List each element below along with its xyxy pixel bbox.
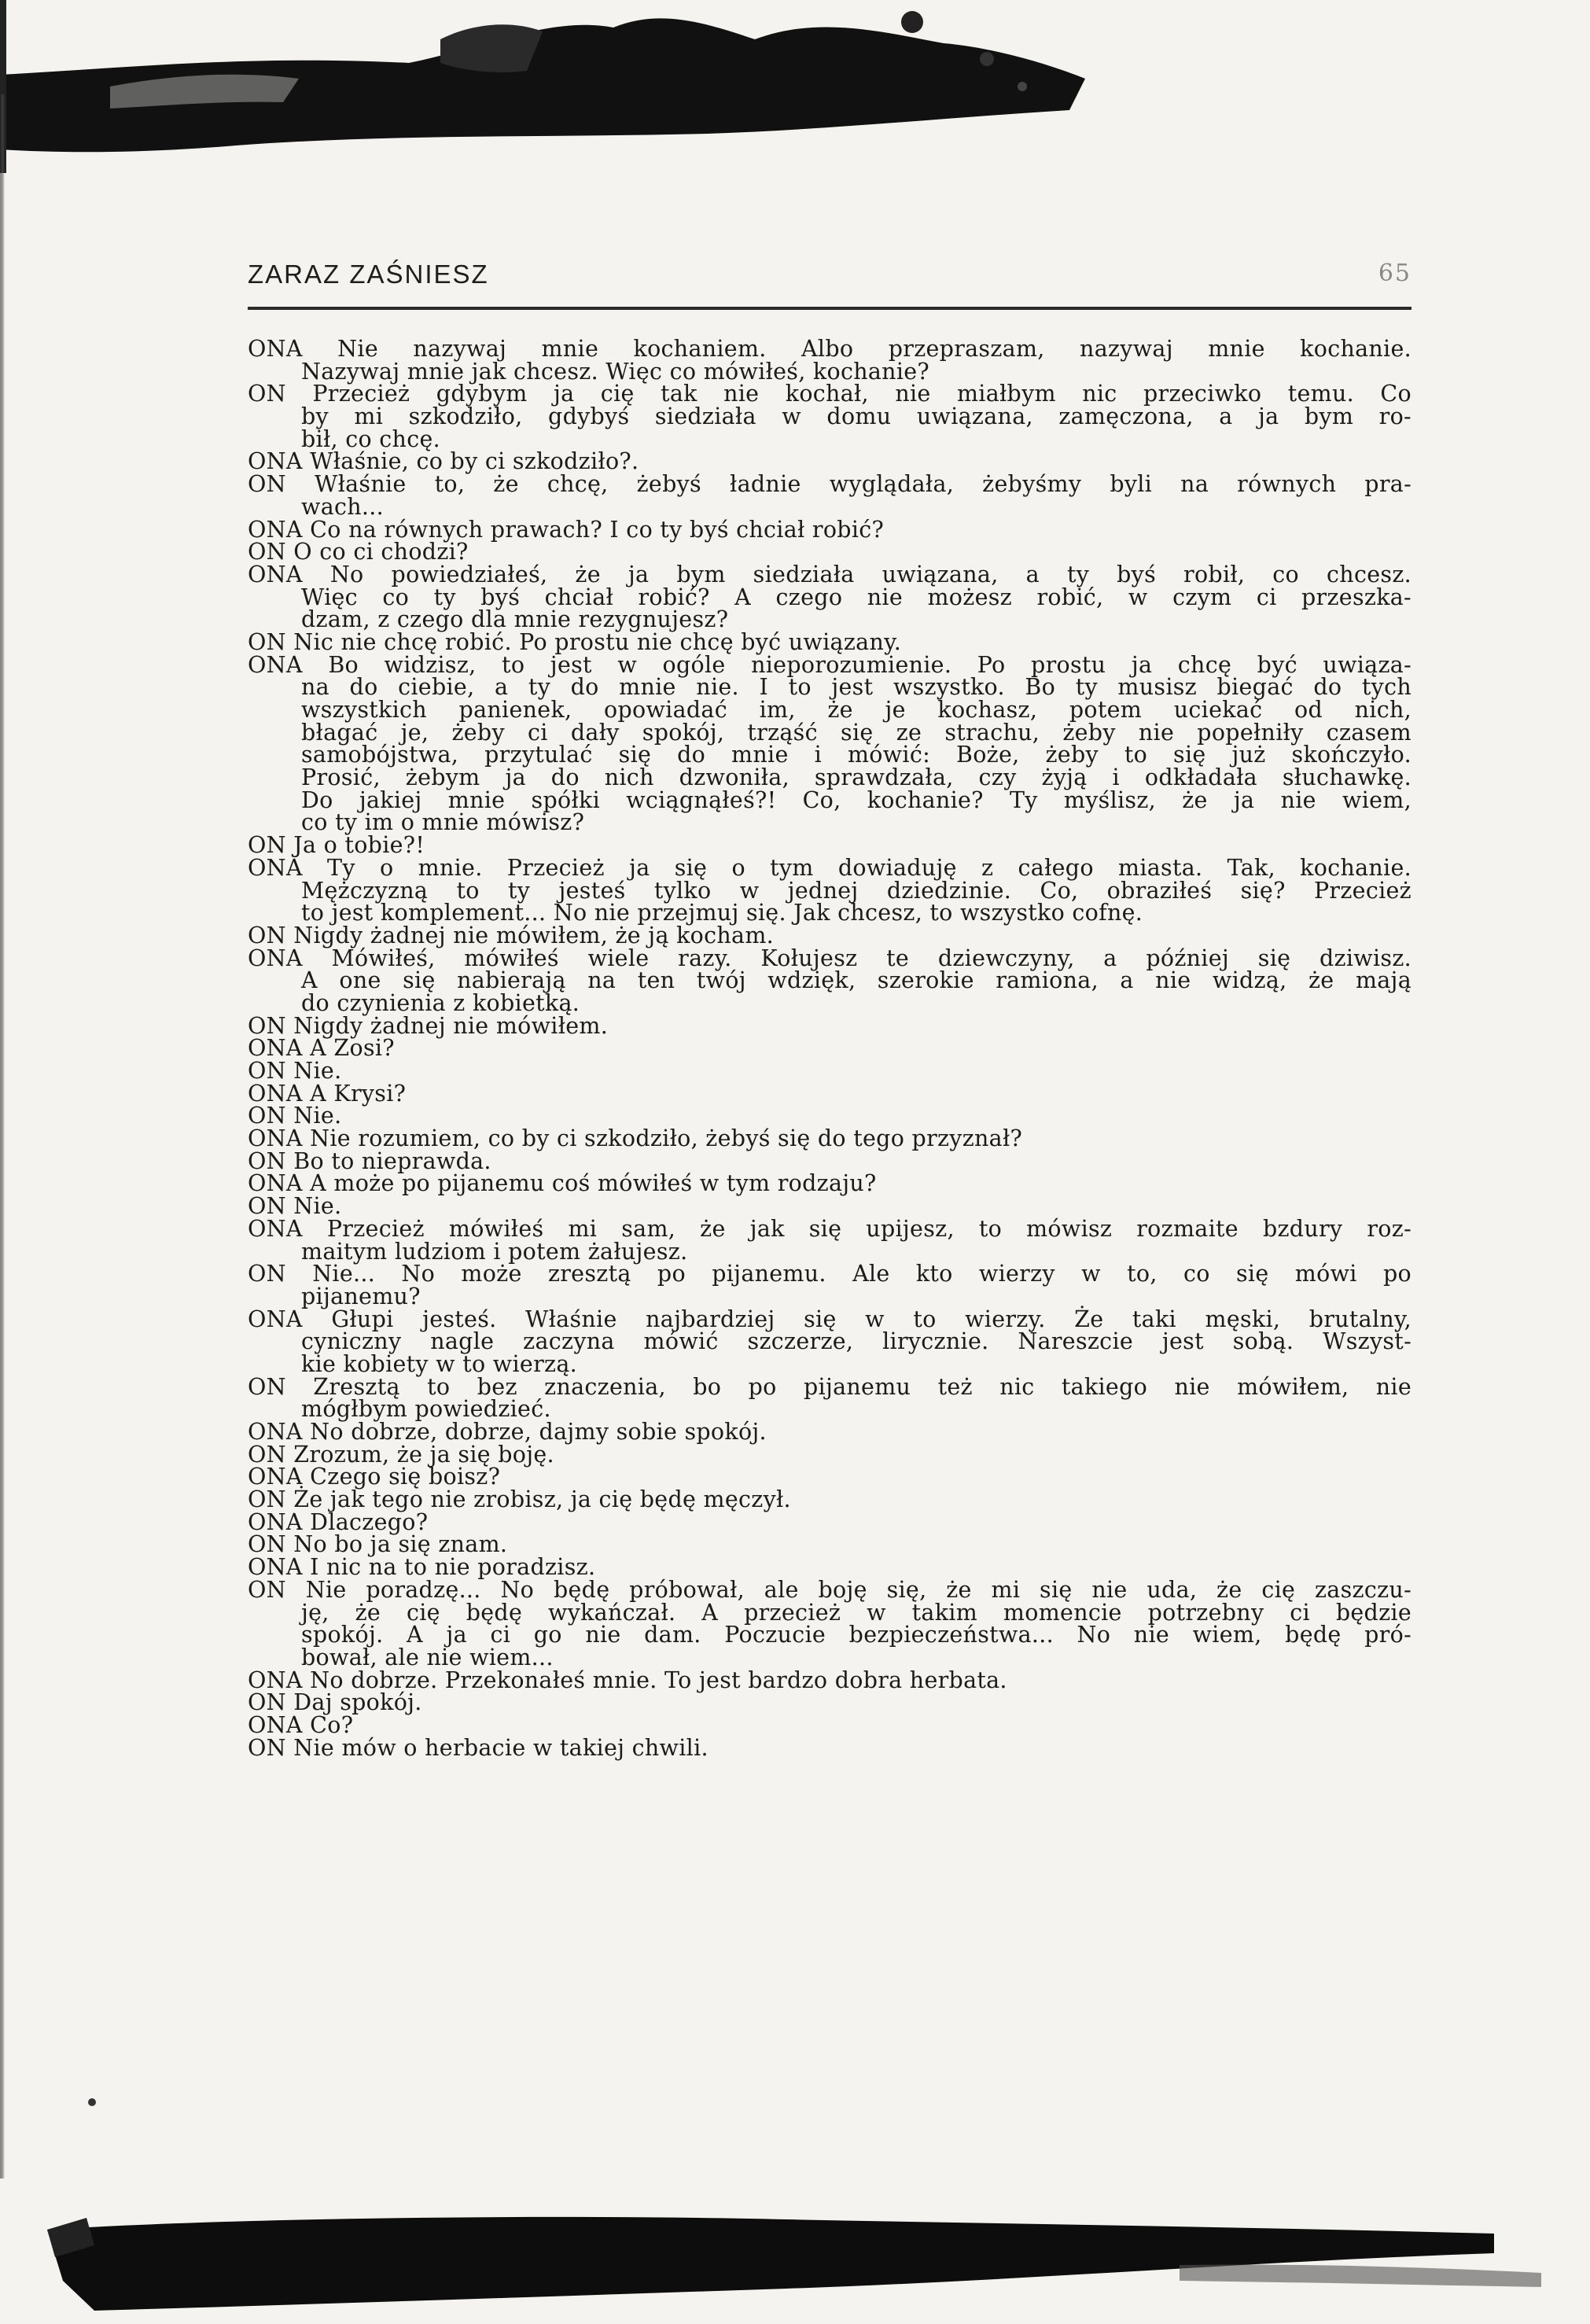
scan-artifact-top xyxy=(0,0,1590,173)
text-line: ON Nie. xyxy=(248,1058,342,1084)
text-line: ON Właśnie to, że chcę, żebyś ładnie wyglądała, żebyśmy byli na równych pra- xyxy=(248,471,1411,498)
text-line: bił, co chcę. xyxy=(301,425,441,452)
text-line: Do jakiej mnie spółki wciągnąłeś?! Co, kochanie? Ty myślisz, że ja nie wiem, xyxy=(301,786,1411,813)
text-line: ONA No dobrze. Przekonałeś mnie. To jest bardzo dobra herbata. xyxy=(248,1667,1007,1693)
text-line: ON Bo to nieprawda. xyxy=(248,1147,491,1174)
text-line: by mi szkodziło, gdybyś siedziała w domu uwiązana, zamęczona, a ja bym ro- xyxy=(301,403,1411,430)
text-line: ON Zrozum, że ja się boję. xyxy=(248,1441,554,1468)
text-line: ON Przecież gdybym ja cię tak nie kochał, nie miałbym nic przeciwko temu. Co xyxy=(248,381,1411,407)
text-line: ONA Dlaczego? xyxy=(248,1508,429,1535)
scan-speck xyxy=(88,2098,96,2106)
text-line: spokój. A ja ci go nie dam. Poczucie bezpieczeństwa... No nie wiem, będę pró- xyxy=(301,1622,1411,1648)
text-line: ON Daj spokój. xyxy=(248,1689,422,1716)
text-line: na do ciebie, a ty do mnie nie. I to jest wszystko. Bo ty musisz biegać do tych xyxy=(301,674,1411,701)
text-line: ON Nigdy żadnej nie mówiłem. xyxy=(248,1012,609,1039)
text-line: ONA Nie rozumiem, co by ci szkodziło, żebyś się do tego przyznał? xyxy=(248,1125,1023,1152)
dialogue-text xyxy=(248,338,1411,1759)
text-line: to jest komplement... No nie przejmuj się. Jak chcesz, to wszystko cofnę. xyxy=(301,900,1143,926)
running-title: ZARAZ ZAŚNIESZ xyxy=(248,260,489,289)
text-line: do czynienia z kobietką. xyxy=(301,989,580,1016)
scan-edge-left xyxy=(0,94,5,2179)
text-line: Więc co ty byś chciał robić? A czego nie możesz robić, w czym ci przeszka- xyxy=(301,584,1411,610)
text-line: dzam, z czego dla mnie rezygnujesz? xyxy=(301,606,729,633)
page-header xyxy=(248,260,1411,299)
text-line: ONA Co na równych prawach? I co ty byś chciał robić? xyxy=(248,516,885,543)
text-line: bował, ale nie wiem... xyxy=(301,1644,554,1670)
text-line: ONA A Zosi? xyxy=(248,1035,395,1062)
text-line: ON Nic nie chcę robić. Po prostu nie chcę być uwiązany. xyxy=(248,628,902,655)
text-line: ONA Przecież mówiłeś mi sam, że jak się upijesz, to mówisz rozmaite bzdury roz- xyxy=(248,1215,1411,1242)
text-line: ONA Ty o mnie. Przecież ja się o tym dowiaduję z całego miasta. Tak, kochanie. xyxy=(248,854,1411,881)
text-line: ON Ja o tobie?! xyxy=(248,832,425,859)
text-line: Mężczyzną to ty jesteś tylko w jednej dziedzinie. Co, obraziłeś się? Przecież xyxy=(301,877,1411,904)
text-line: kie kobiety w to wierzą. xyxy=(301,1350,577,1377)
text-line: ON No bo ja się znam. xyxy=(248,1531,508,1558)
text-line: cyniczny nagle zaczyna mówić szczerze, lirycznie. Nareszcie jest sobą. Wszyst- xyxy=(301,1328,1411,1355)
text-line: ONA Mówiłeś, mówiłeś wiele razy. Kołujesz te dziewczyny, a później się dziwisz. xyxy=(248,945,1411,971)
text-line: maitym ludziom i potem żałujesz. xyxy=(301,1238,688,1265)
text-line: Prosić, żebym ja do nich dzwoniła, sprawdzała, czy żyją i odkładała słuchawkę. xyxy=(301,764,1411,791)
text-line: ON Nie mów o herbacie w takiej chwili. xyxy=(248,1734,709,1761)
text-line: wszystkich panienek, opowiadać im, że je kochasz, potem uciekać od nich, xyxy=(301,697,1411,723)
text-line: ON Nie. xyxy=(248,1193,342,1220)
scan-artifact-bottom xyxy=(0,2171,1590,2324)
text-line: samobójstwa, przytulać się do mnie i mówić: Boże, żeby to się już skończyło. xyxy=(301,742,1411,768)
text-line: mógłbym powiedzieć. xyxy=(301,1396,551,1423)
text-line: Nazywaj mnie jak chcesz. Więc co mówiłeś, kochanie? xyxy=(301,358,929,385)
text-line: ONA Głupi jesteś. Właśnie najbardziej się w to wierzy. Że taki męski, brutalny, xyxy=(248,1306,1411,1332)
text-line: ON Nigdy żadnej nie mówiłem, że ją kocham. xyxy=(248,922,775,948)
page-number: 65 xyxy=(1378,260,1411,287)
text-line: ONA No powiedziałeś, że ja bym siedziała uwiązana, a ty byś robił, co chcesz. xyxy=(248,561,1411,587)
text-line: ję, że cię będę wykańczał. A przecież w takim momencie potrzebny ci będzie xyxy=(301,1599,1411,1626)
text-line: A one się nabierają na ten twój wdzięk, szerokie ramiona, a nie widzą, że mają xyxy=(301,967,1411,994)
text-line: ONA Czego się boisz? xyxy=(248,1464,501,1490)
text-line: ONA Bo widzisz, to jest w ogóle nieporozumienie. Po prostu ja chcę być uwiąza- xyxy=(248,651,1411,678)
text-line: ONA Co? xyxy=(248,1711,354,1738)
text-line: ONA No dobrze, dobrze, dajmy sobie spokój. xyxy=(248,1419,767,1445)
text-line: ONA Nie nazywaj mnie kochaniem. Albo przepraszam, nazywaj mnie kochanie. xyxy=(248,336,1411,362)
text-line: ONA Właśnie, co by ci szkodziło?. xyxy=(248,448,639,475)
text-line: błagać je, żeby ci dały spokój, trząść się ze strachu, żeby nie popełniły czasem xyxy=(301,719,1411,746)
text-line: wach... xyxy=(301,493,384,520)
text-line: ON Nie. xyxy=(248,1103,342,1129)
text-line: co ty im o mnie mówisz? xyxy=(301,809,585,836)
text-line: ON Nie... No może zresztą po pijanemu. Ale kto wierzy w to, co się mówi po xyxy=(248,1261,1411,1287)
text-line: ONA A może po pijanemu coś mówiłeś w tym rodzaju? xyxy=(248,1170,877,1197)
text-line: ON O co ci chodzi? xyxy=(248,539,469,565)
text-line: ON Zresztą to bez znaczenia, bo po pijanemu też nic takiego nie mówiłem, nie xyxy=(248,1373,1411,1400)
text-line: pijanemu? xyxy=(301,1283,421,1309)
text-line: ON Że jak tego nie zrobisz, ja cię będę męczył. xyxy=(248,1486,791,1513)
header-rule xyxy=(248,307,1411,310)
text-line: ONA A Krysi? xyxy=(248,1080,407,1107)
text-line: ONA I nic na to nie poradzisz. xyxy=(248,1554,596,1581)
text-line: ON Nie poradzę... No będę próbował, ale boję się, że mi się nie uda, że cię zaszczu- xyxy=(248,1576,1411,1603)
